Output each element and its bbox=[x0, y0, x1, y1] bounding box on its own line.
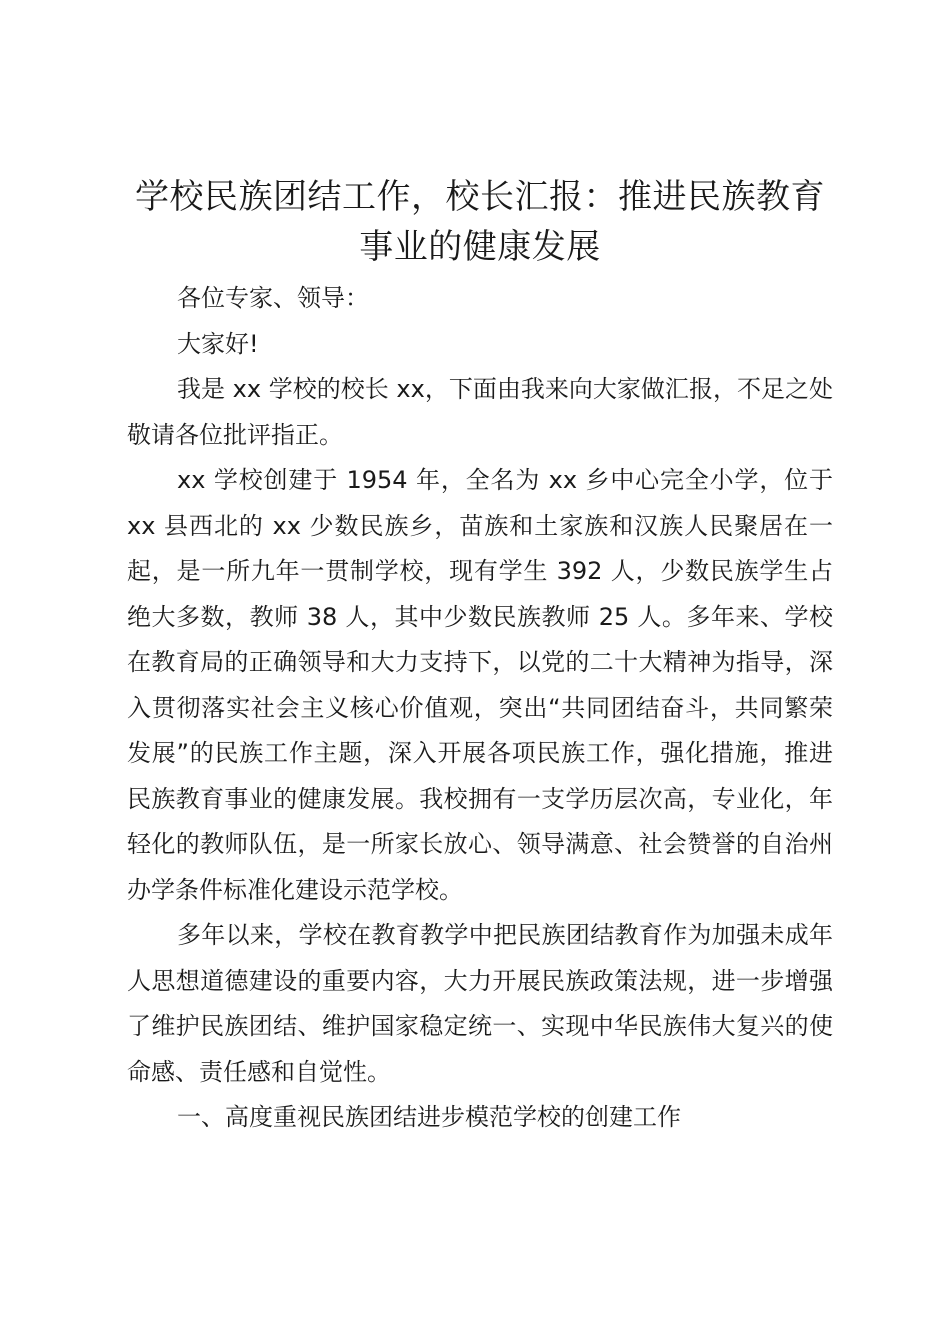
school-overview-paragraph: xx 学校创建于 1954 年，全名为 xx 乡中心完全小学，位于 xx 县西北的 xx 少数民族乡，苗族和土家族和汉族人民聚居在一起，是一所九年一贯制学校，现有学生 392 人，少数民族学生占绝大多数，教师 38 人，其中少数民族教师 25 人。多年来、学校在教育局的正确领导和大力支持下，以党的二十大精神为指导，深入贯彻落实社会主义核心价值观，突出“共同团结奋斗，共同繁荣发展”的民族工作主题，深入开展各项民族工作，强化措施，推进民族教育事业的健康发展。我校拥有一支学历层次高，专业化，年轻化的教师队伍，是一所家长放心、领导满意、社会赞誉的自治州办学条件标准化建设示范学校。 bbox=[127, 466, 833, 904]
ethnic-unity-paragraph: 多年以来，学校在教育教学中把民族团结教育作为加强未成年人思想道德建设的重要内容，大力开展民族政策法规，进一步增强了维护民族团结、维护国家稳定统一、实现中华民族伟大复兴的使命感、责任感和自觉性。 bbox=[127, 921, 833, 1086]
section-heading-1: 一、高度重视民族团结进步模范学校的创建工作 bbox=[177, 1103, 681, 1131]
greeting: 大家好! bbox=[177, 329, 259, 358]
document-body bbox=[127, 276, 833, 1141]
salutation: 各位专家、领导： bbox=[177, 284, 369, 312]
document-title: 学校民族团结工作，校长汇报：推进民族教育事业的健康发展 bbox=[135, 177, 825, 267]
intro-paragraph: 我是 xx 学校的校长 xx，下面由我来向大家做汇报，不足之处敬请各位批评指正。 bbox=[127, 375, 833, 449]
document-content bbox=[127, 172, 833, 1141]
